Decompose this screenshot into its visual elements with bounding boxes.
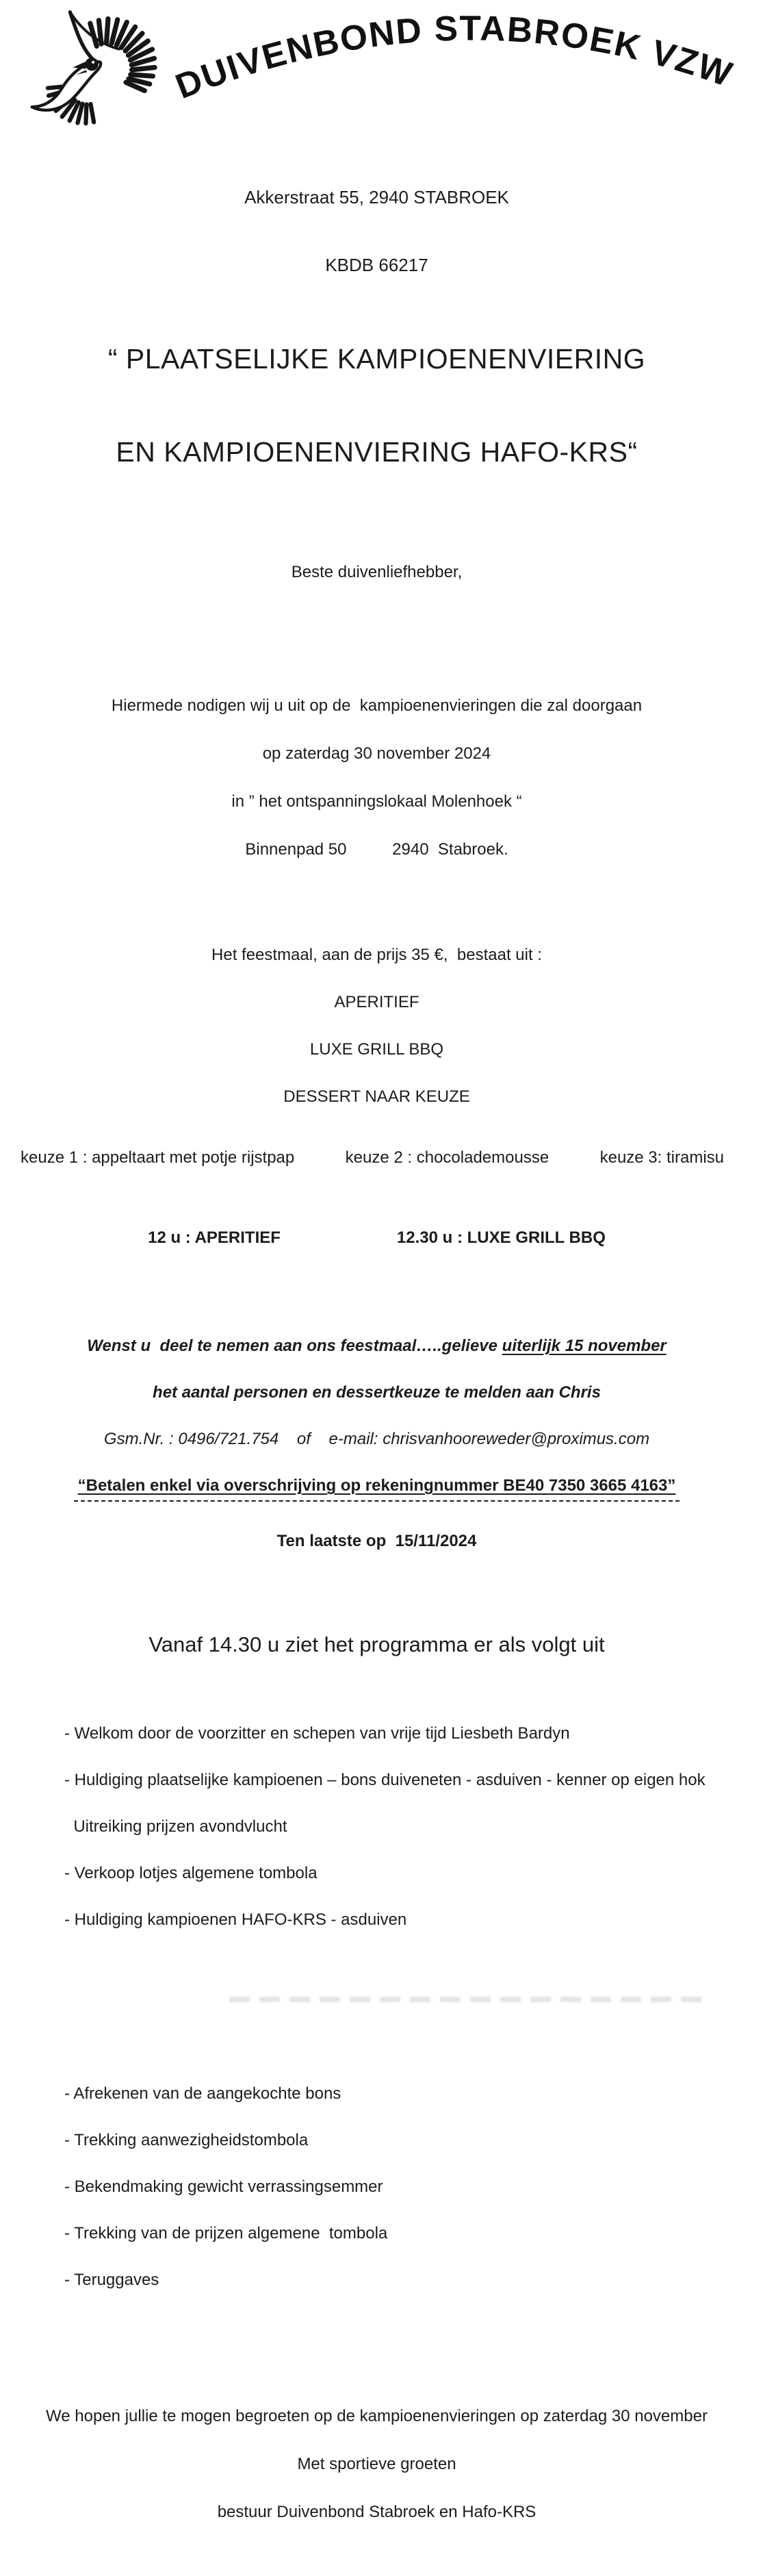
payment-underline-wrap bbox=[74, 1475, 680, 1502]
letter-title-line2: EN KAMPIOENENVIERING HAFO-KRS“ bbox=[116, 436, 638, 468]
arched-org-name bbox=[159, 3, 753, 111]
payment-text: “Betalen enkel via overschrijving op rekeningnummer BE40 7350 3665 4163” bbox=[77, 1476, 676, 1495]
schedule-row bbox=[0, 1226, 753, 1249]
letterhead bbox=[0, 0, 763, 140]
program-item: - Teruggaves bbox=[64, 2271, 159, 2289]
program-item: - Bekendmaking gewicht verrassingsemmer bbox=[64, 2177, 383, 2196]
closing-line3: bestuur Duivenbond Stabroek en Hafo-KRS bbox=[217, 2503, 536, 2521]
flying-dove-icon bbox=[12, 7, 159, 129]
invitation-paragraph bbox=[0, 670, 753, 886]
rsvp-final-date: Ten laatste op 15/11/2024 bbox=[276, 1532, 477, 1550]
org-address: Akkerstraat 55, 2940 STABROEK bbox=[244, 187, 509, 207]
closing-block bbox=[0, 2380, 753, 2549]
rsvp-payment bbox=[0, 1475, 753, 1502]
program-heading: Vanaf 14.30 u ziet het programma er als volgt uit bbox=[148, 1632, 605, 1656]
letter-title-line1: “ PLAATSELIJKE KAMPIOENENVIERING bbox=[107, 343, 646, 375]
invitation-date: op zaterdag 30 november 2024 bbox=[262, 744, 491, 763]
invitation-line: Hiermede nodigen wij u uit op de kampioenenvieringen die zal doorgaan bbox=[111, 696, 643, 715]
rsvp-line1 bbox=[0, 1335, 753, 1357]
program-item: - Trekking aanwezigheidstombola bbox=[64, 2131, 309, 2149]
rsvp-contact: Gsm.Nr. : 0496/721.754 of e-mail: chrisvanhooreweder@proximus.com bbox=[103, 1430, 650, 1448]
program-list-2 bbox=[0, 2058, 753, 2316]
program-item: - Huldiging plaatselijke kampioenen – bons duiveneten - asduiven - kenner op eigen hok bbox=[64, 1771, 706, 1789]
dessert-choice-1: keuze 1 : appeltaart met potje rijstpap bbox=[21, 1148, 295, 1167]
closing-line1: We hopen jullie te mogen begroeten op de kampioenenvieringen op zaterdag 30 november bbox=[46, 2407, 708, 2425]
program-item: - Trekking van de prijzen algemene tombola bbox=[64, 2224, 388, 2243]
org-name-text: DUIVENBOND STABROEK VZW bbox=[170, 8, 738, 106]
invitation-venue-address: Binnenpad 50 2940 Stabroek. bbox=[245, 840, 508, 859]
salutation: Beste duivenliefhebber, bbox=[291, 563, 463, 581]
program-list-1 bbox=[0, 1698, 753, 1956]
svg-text:DUIVENBOND STABROEK VZW bbox=[170, 8, 738, 105]
dessert-choices-row bbox=[0, 1146, 753, 1169]
program-item: - Welkom door de voorzitter en schepen van vrije tijd Liesbeth Bardyn bbox=[64, 1724, 570, 1743]
dessert-choice-2: keuze 2 : chocolademousse bbox=[345, 1148, 549, 1167]
rsvp-line2: het aantal personen en dessertkeuze te melden aan Chris bbox=[153, 1383, 601, 1402]
closing-line2: Met sportieve groeten bbox=[297, 2455, 456, 2473]
dessert-choice-3: keuze 3: tiramisu bbox=[599, 1148, 724, 1167]
faded-erased-text-artifact bbox=[229, 1997, 701, 2002]
rsvp-block bbox=[0, 1311, 753, 1577]
rsvp-deadline-underlined: uiterlijk 15 november bbox=[502, 1337, 667, 1355]
menu-item-aperitief: APERITIEF bbox=[334, 993, 419, 1011]
rsvp-line1-text: Wenst u deel te nemen aan ons feestmaal…..gelieve bbox=[87, 1337, 502, 1355]
program-item: - Huldiging kampioenen HAFO-KRS - asduiven bbox=[64, 1910, 407, 1929]
program-item: Uitreiking prijzen avondvlucht bbox=[64, 1817, 287, 1836]
kbdb-number: KBDB 66217 bbox=[325, 255, 428, 275]
invitation-venue: in ” het ontspanningslokaal Molenhoek “ bbox=[231, 792, 522, 811]
menu-item-bbq: LUXE GRILL BBQ bbox=[309, 1040, 444, 1059]
schedule-bbq: 12.30 u : LUXE GRILL BBQ bbox=[396, 1228, 606, 1247]
menu-intro: Het feestmaal, aan de prijs 35 €, bestaat uit : bbox=[211, 946, 542, 964]
schedule-aperitif: 12 u : APERITIEF bbox=[148, 1228, 281, 1247]
menu-item-dessert: DESSERT NAAR KEUZE bbox=[283, 1087, 470, 1106]
program-item: - Verkoop lotjes algemene tombola bbox=[64, 1864, 318, 1882]
letter-body bbox=[0, 140, 763, 2576]
program-item: - Afrekenen van de aangekochte bons bbox=[64, 2084, 341, 2103]
